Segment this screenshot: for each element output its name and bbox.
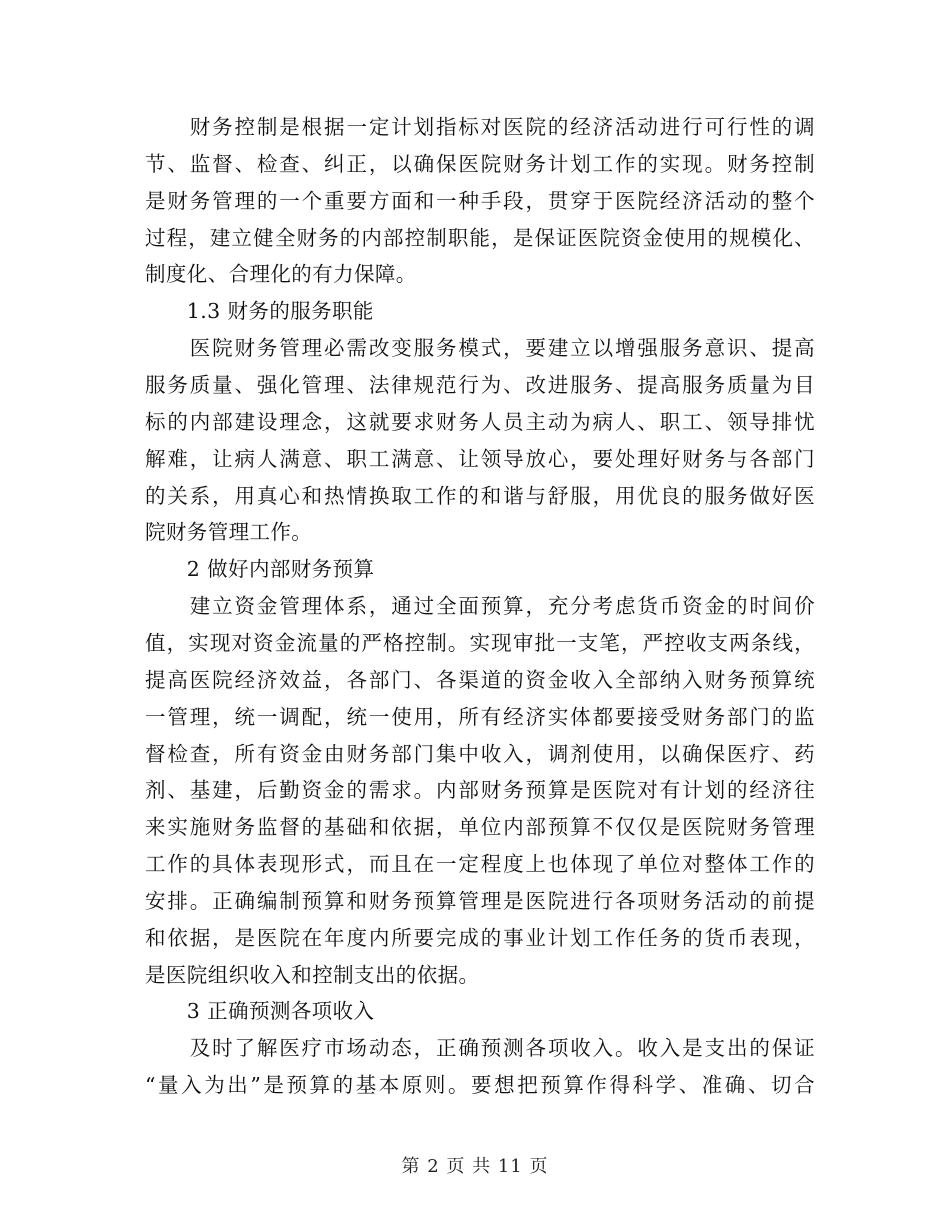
text-line: 督检查，所有资金由财务部门集中收入，调剂使用，以确保医疗、药 (145, 741, 815, 766)
text-line: 2 做好内部财务预算 (145, 557, 375, 582)
text-line: 院财务管理工作。 (145, 520, 313, 545)
text-line: 服务质量、强化管理、法律规范行为、改进服务、提高服务质量为目 (145, 372, 815, 397)
text-line: 的关系，用真心和热情换取工作的和谐与舒服，用优良的服务做好医 (145, 483, 815, 508)
text-line: 安排。正确编制预算和财务预算管理是医院进行各项财务活动的前提 (145, 888, 815, 913)
text-line: 建立资金管理体系，通过全面预算，充分考虑货币资金的时间价 (145, 594, 815, 618)
text-line: 是医院组织收入和控制支出的依据。 (145, 962, 480, 987)
text-line: 剂、基建，后勤资金的需求。内部财务预算是医院对有计划的经济往 (145, 778, 815, 803)
text-line: 解难，让病人满意、职工满意、让领导放心，要处理好财务与各部门 (145, 446, 815, 471)
text-line: 一管理，统一调配，统一使用，所有经济实体都要接受财务部门的监 (145, 704, 815, 729)
text-line: 医院财务管理必需改变服务模式，要建立以增强服务意识、提高 (145, 336, 815, 361)
text-line: 值，实现对资金流量的严格控制。实现审批一支笔，严控收支两条线， (145, 630, 815, 655)
text-line: 及时了解医疗市场动态，正确预测各项收入。收入是支出的保证 (145, 1036, 815, 1061)
text-line: 1.3 财务的服务职能 (145, 299, 374, 324)
text-line: 来实施财务监督的基础和依据，单位内部预算不仅仅是医院财务管理 (145, 815, 815, 840)
text-line: 工作的具体表现形式，而且在一定程度上也体现了单位对整体工作的 (145, 852, 815, 876)
text-line: 节、监督、检查、纠正，以确保医院财务计划工作的实现。财务控制 (145, 151, 815, 176)
text-line: 提高医院经济效益，各部门、各渠道的资金收入全部纳入财务预算统 (145, 667, 815, 692)
text-line: 过程，建立健全财务的内部控制职能，是保证医院资金使用的规模化、 (145, 225, 815, 250)
text-line: 是财务管理的一个重要方面和一种手段，贯穿于医院经济活动的整个 (145, 188, 815, 213)
text-line: 财务控制是根据一定计划指标对医院的经济活动进行可行性的调 (145, 115, 815, 139)
text-line: 标的内部建设理念，这就要求财务人员主动为病人、职工、领导排忧 (145, 409, 815, 434)
text-line: 3 正确预测各项收入 (145, 999, 375, 1024)
text-line: 和依据，是医院在年度内所要完成的事业计划工作任务的货币表现， (145, 925, 815, 950)
text-line: “量入为出”是预算的基本原则。要想把预算作得科学、准确、切合 (145, 1073, 815, 1098)
page-footer: 第 2 页 共 11 页 (401, 1156, 549, 1177)
text-line: 制度化、合理化的有力保障。 (145, 262, 417, 287)
